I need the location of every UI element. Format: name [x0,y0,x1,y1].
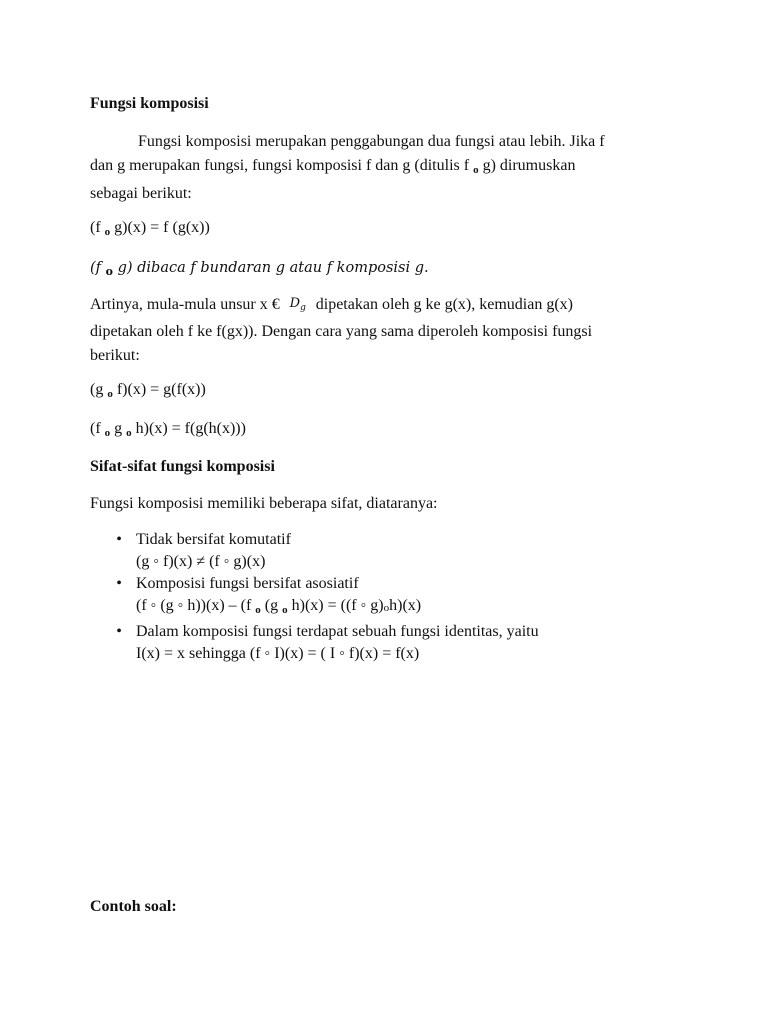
composition-operator: o [473,164,479,176]
intro-line-3: sebagai berikut: [90,185,192,202]
intro-line-2a: dan g merupakan fungsi, fungsi komposisi f dan g (ditulis f [90,157,470,174]
property-detail-c: h)(x) = ((f ◦ g) [291,597,384,614]
domain-subscript: g [300,303,306,313]
property-title: Komposisi fungsi bersifat asosiatif [136,575,359,592]
property-detail-a: (f ◦ (g ◦ h))(x) – (f [136,597,252,614]
italic-note [90,256,650,284]
artinya-line-2: dipetakan oleh f ke f(gx)). Dengan cara yang sama diperoleh komposisi fungsi [90,323,593,340]
composition-operator: o [383,602,390,614]
formula-f-o-g [90,216,650,244]
heading-fungsi-komposisi: Fungsi komposisi [90,95,209,112]
domain-g-symbol [284,292,312,320]
sifat-intro: Fungsi komposisi memiliki beberapa sifat, diataranya: [90,495,438,512]
heading-sifat-sifat: Sifat-sifat fungsi komposisi [90,458,275,475]
formula-1-b: g)(x) = f (g(x)) [114,219,210,236]
composition-operator: o [104,427,111,439]
property-detail: I(x) = x sehingga (f ◦ I)(x) = ( I ◦ f)(x) = f(x) [136,645,420,662]
property-detail-d: h)(x) [389,597,422,614]
property-detail-b: (g [264,597,279,614]
composition-operator: o [105,265,113,278]
artinya-paragraph [90,292,650,368]
list-item [112,573,672,621]
formula-f-o-g-o-h [90,417,650,445]
intro-line-2b: g) dirumuskan [482,157,576,174]
composition-operator: o [107,388,113,400]
formula-3-b: g [114,420,123,437]
artinya-b: dipetakan oleh g ke g(x), kemudian g(x) [315,296,573,313]
formula-1-a: (f [90,219,101,236]
properties-list [112,529,672,665]
intro-line-1: Fungsi komposisi merupakan penggabungan dua fungsi atau lebih. Jika f [138,133,605,150]
bullet-icon: • [116,531,122,548]
domain-letter: D [289,296,301,311]
composition-operator: o [126,427,132,439]
list-item [112,621,672,665]
artinya-line-3: berikut: [90,347,140,364]
formula-2-b: f)(x) = g(f(x)) [116,381,206,398]
property-title: Tidak bersifat komutatif [136,531,291,548]
intro-paragraph [90,130,650,206]
list-item [112,529,672,573]
bullet-icon: • [116,623,122,640]
composition-operator: o [104,226,111,238]
formula-3-c: h)(x) = f(g(h(x))) [135,420,246,437]
italic-note-b: g) dibaca f bundaran g atau f komposisi g. [117,260,429,276]
artinya-a: Artinya, mula-mula unsur x € [90,296,280,313]
formula-2-a: (g [90,381,104,398]
heading-contoh-soal: Contoh soal: [90,898,177,915]
bullet-icon: • [116,575,122,592]
property-detail: (g ◦ f)(x) ≠ (f ◦ g)(x) [136,553,266,570]
composition-operator: o [282,604,288,616]
formula-3-a: (f [90,420,101,437]
composition-operator: o [255,604,261,616]
formula-g-o-f [90,378,650,406]
property-title: Dalam komposisi fungsi terdapat sebuah fungsi identitas, yaitu [136,623,539,640]
italic-note-a: (f [90,260,102,276]
